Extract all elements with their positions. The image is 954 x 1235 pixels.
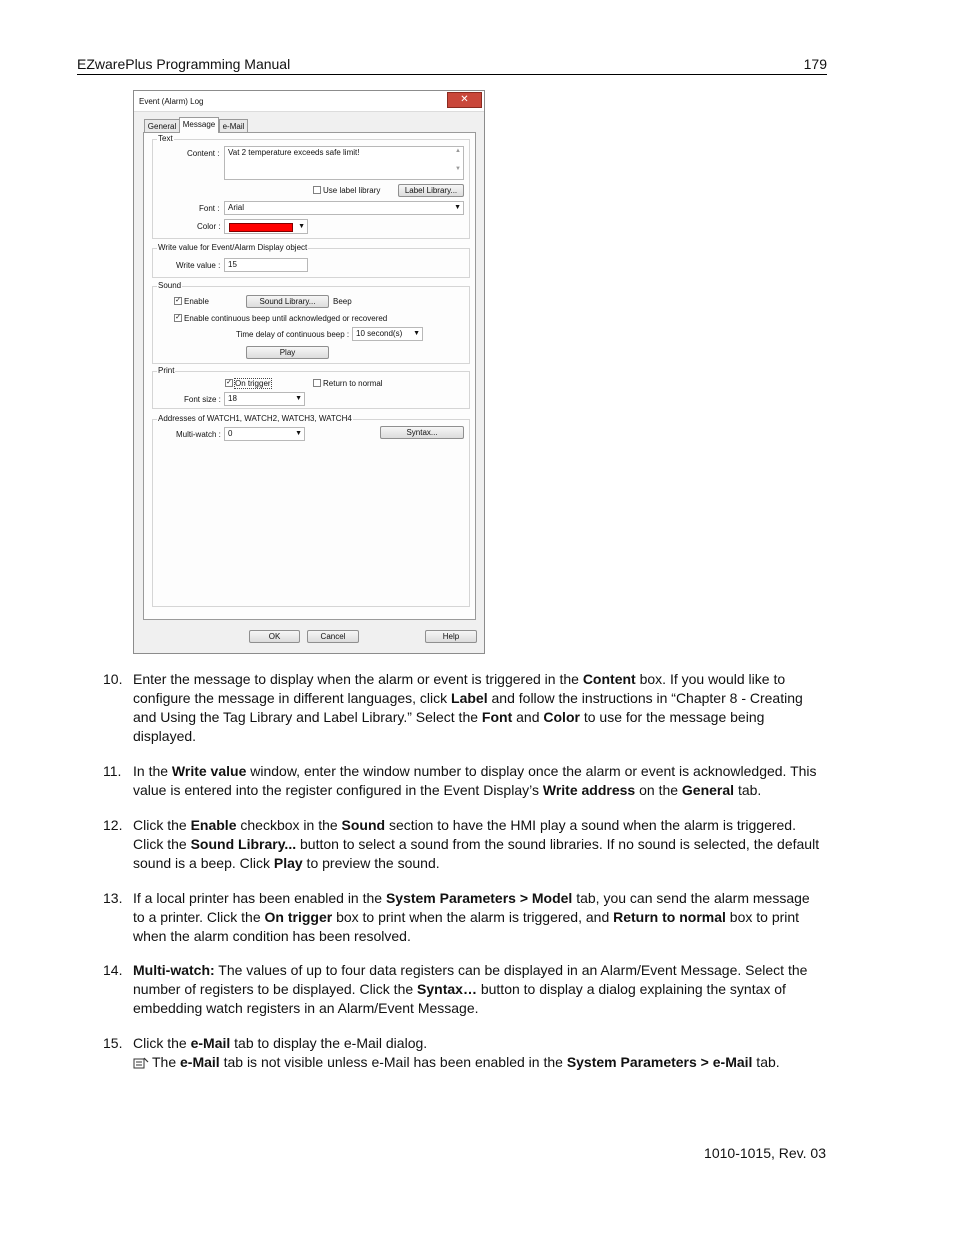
step-text: In the Write value window, enter the window number to display once the alarm or event is acknowledged. This value is entered into the register configured in the Event Display’s Write address on the General tab.	[133, 763, 817, 798]
step-text: Enter the message to display when the alarm or event is triggered in the Content box. If you would like to configure the message in different languages, click Label and follow the instructions in “Chapter 8 - Creating and Using the Tag Library and Label Library.” Select the Font and Color to use for the message being displayed.	[133, 671, 803, 744]
font-select[interactable]	[224, 201, 464, 215]
content-label: Content :	[187, 149, 220, 158]
chevron-down-icon: ▼	[454, 204, 461, 211]
cancel-button[interactable]: Cancel	[307, 630, 359, 643]
step-number: 13.	[103, 890, 123, 906]
step-number: 15.	[103, 1035, 123, 1051]
step-number: 10.	[103, 671, 123, 687]
write-value-legend: Write value for Event/Alarm Display object	[158, 243, 308, 252]
delay-select[interactable]	[352, 327, 423, 341]
manual-title: EZwarePlus Programming Manual	[77, 56, 291, 72]
tab-message[interactable]: Message	[179, 117, 219, 133]
content-input[interactable]	[224, 146, 464, 180]
chevron-down-icon: ▼	[295, 395, 302, 402]
syntax-button[interactable]: Syntax...	[380, 426, 464, 439]
watch-group	[152, 414, 470, 607]
font-size-value: 18	[228, 394, 237, 403]
sound-group	[152, 281, 470, 364]
step-text: If a local printer has been enabled in the System Parameters > Model tab, you can send the alarm message to a printer. Click the On trigger box to print when the alarm is triggered, and Return to normal box to print when the alarm condition has been resolved.	[133, 890, 810, 944]
event-alarm-log-dialog	[133, 90, 485, 654]
step-number: 14.	[103, 962, 123, 978]
continuous-beep-checkbox[interactable]: ✓	[175, 314, 181, 321]
write-value-group	[152, 243, 470, 278]
print-legend: Print	[158, 366, 175, 375]
use-label-library-checkbox[interactable]	[313, 186, 321, 194]
step-number: 12.	[103, 817, 123, 833]
color-label: Color :	[197, 222, 221, 231]
enable-sound-checkbox[interactable]: ✓	[175, 297, 181, 304]
note-icon	[133, 1057, 149, 1069]
font-size-label: Font size :	[184, 395, 221, 404]
on-trigger-checkbox[interactable]: ✓	[226, 379, 232, 386]
message-tab-panel	[143, 132, 476, 620]
sound-name: Beep	[333, 297, 352, 306]
text-group-legend: Text	[158, 134, 173, 143]
write-value: 15	[228, 260, 237, 269]
document-number: 1010-1015, Rev. 03	[704, 1145, 826, 1161]
step-number: 11.	[103, 763, 122, 779]
multi-watch-select[interactable]	[224, 427, 305, 441]
step-text: Multi-watch: The values of up to four data registers can be displayed in an Alarm/Event Message. Select the number of registers to be displayed. Click the Syntax… button to display a dialog explaining the syntax of embedding watch registers in an Alarm/Event Message.	[133, 962, 808, 1016]
write-value-label: Write value :	[176, 261, 221, 270]
delay-value: 10 second(s)	[356, 329, 403, 338]
enable-sound-label: Enable	[184, 297, 209, 306]
write-value-input[interactable]	[224, 258, 308, 272]
tab-general[interactable]: General	[144, 119, 180, 133]
close-icon[interactable]: ✕	[447, 92, 482, 108]
continuous-beep-label: Enable continuous beep until acknowledged or recovered	[184, 314, 388, 323]
dialog-title: Event (Alarm) Log	[139, 97, 204, 106]
play-button[interactable]: Play	[246, 346, 329, 359]
step-text: Click the Enable checkbox in the Sound section to have the HMI play a sound when the alarm is triggered. Click the Sound Library... button to select a sound from the sound libraries. If no sound is selected, the default sound is a beep. Click Play to preview the sound.	[133, 817, 820, 871]
return-to-normal-label: Return to normal	[323, 379, 383, 388]
color-swatch	[229, 223, 293, 232]
on-trigger-label: On trigger	[235, 379, 271, 388]
use-label-library-label: Use label library	[323, 186, 381, 195]
multi-watch-value: 0	[228, 429, 233, 438]
return-to-normal-checkbox[interactable]	[313, 379, 321, 387]
scroll-arrows-icon[interactable]: ▲ ▼	[455, 148, 461, 172]
chevron-down-icon: ▼	[298, 223, 305, 230]
label-library-button[interactable]: Label Library...	[398, 184, 464, 197]
sound-library-button[interactable]: Sound Library...	[246, 295, 329, 308]
multi-watch-label: Multi-watch :	[176, 430, 221, 439]
font-size-select[interactable]	[224, 392, 305, 406]
font-label: Font :	[199, 204, 220, 213]
tab-email[interactable]: e-Mail	[219, 119, 248, 133]
chevron-down-icon: ▼	[295, 430, 302, 437]
chevron-down-icon: ▼	[413, 330, 420, 337]
print-group	[152, 366, 470, 409]
color-picker[interactable]	[224, 219, 308, 234]
delay-label: Time delay of continuous beep :	[236, 330, 350, 339]
help-button[interactable]: Help	[425, 630, 477, 643]
text-group	[152, 134, 470, 239]
step-text: Click the e-Mail tab to display the e-Mail dialog. The e-Mail tab is not visible unless e-Mail has been enabled in the System Parameters > e-Mail tab.	[133, 1035, 780, 1070]
page-header	[77, 56, 827, 75]
watch-legend: Addresses of WATCH1, WATCH2, WATCH3, WATCH4	[158, 414, 352, 423]
page-number: 179	[803, 56, 827, 72]
content-value: Vat 2 temperature exceeds safe limit!	[228, 148, 360, 157]
ok-button[interactable]: OK	[249, 630, 300, 643]
dialog-titlebar	[134, 91, 484, 112]
font-value: Arial	[228, 203, 245, 212]
sound-legend: Sound	[158, 281, 182, 290]
